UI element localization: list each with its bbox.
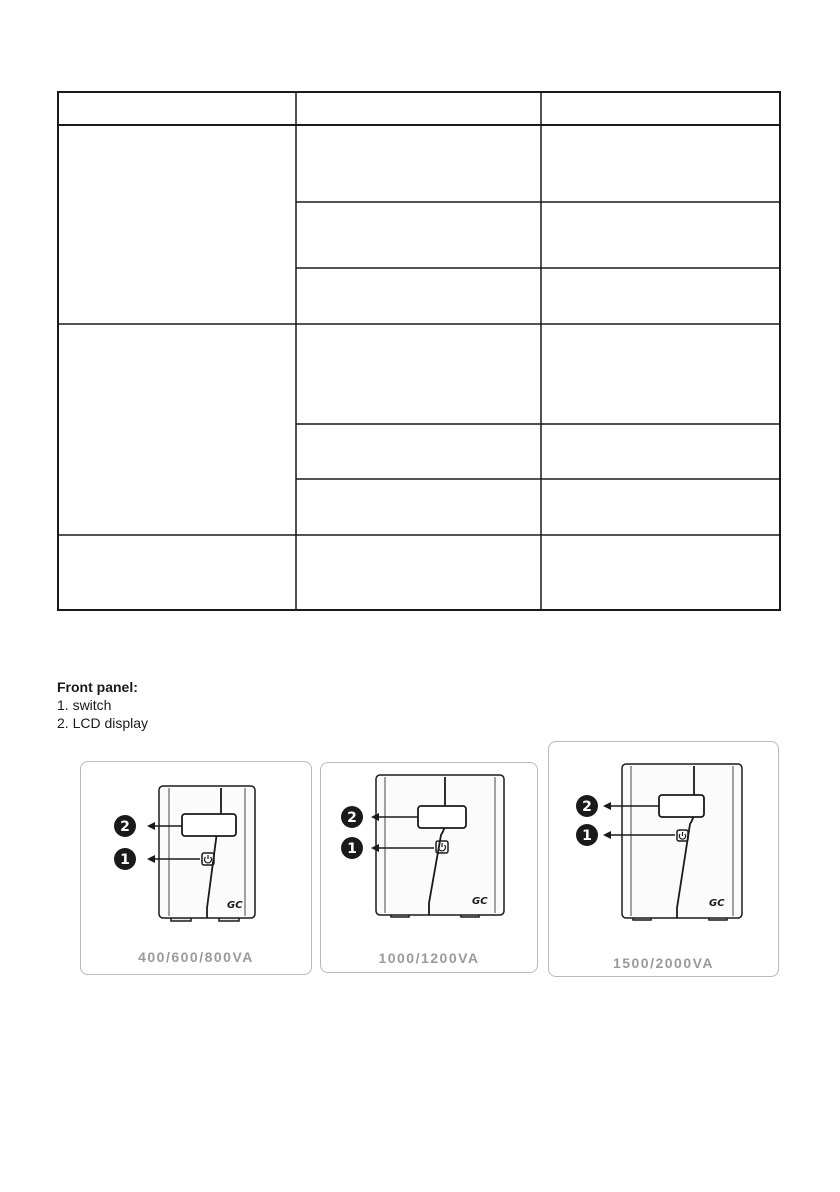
table-header-cell [57, 91, 296, 125]
table-grid [57, 91, 781, 611]
front-panel-title: Front panel: [57, 679, 138, 695]
callout-1: 1 [347, 841, 357, 857]
gc-logo: GC [472, 896, 488, 907]
table-header-cell [296, 91, 541, 125]
ups-front-illustration [549, 742, 778, 976]
ups-front-illustration [321, 763, 537, 972]
ups-front-illustration [81, 762, 311, 974]
product-card-1500-2000va [548, 741, 779, 977]
card-model-label: 1500/2000VA [612, 955, 715, 971]
card-model-label: 400/600/800VA [138, 949, 254, 965]
specification-table [57, 91, 781, 611]
card-model-label: 1000/1200VA [378, 950, 480, 966]
callout-1: 1 [582, 828, 592, 844]
callout-2: 2 [120, 819, 130, 835]
callout-1: 1 [120, 852, 130, 868]
gc-logo: GC [709, 898, 725, 909]
callout-2: 2 [582, 799, 592, 815]
front-panel-item-lcd: 2. LCD display [57, 715, 149, 731]
gc-logo: GC [227, 900, 243, 911]
product-card-1000-1200va [320, 762, 538, 973]
table-header-cell [541, 91, 781, 125]
callout-2: 2 [347, 810, 357, 826]
product-card-400-800va [80, 761, 312, 975]
front-panel-item-switch: 1. switch [57, 697, 112, 713]
